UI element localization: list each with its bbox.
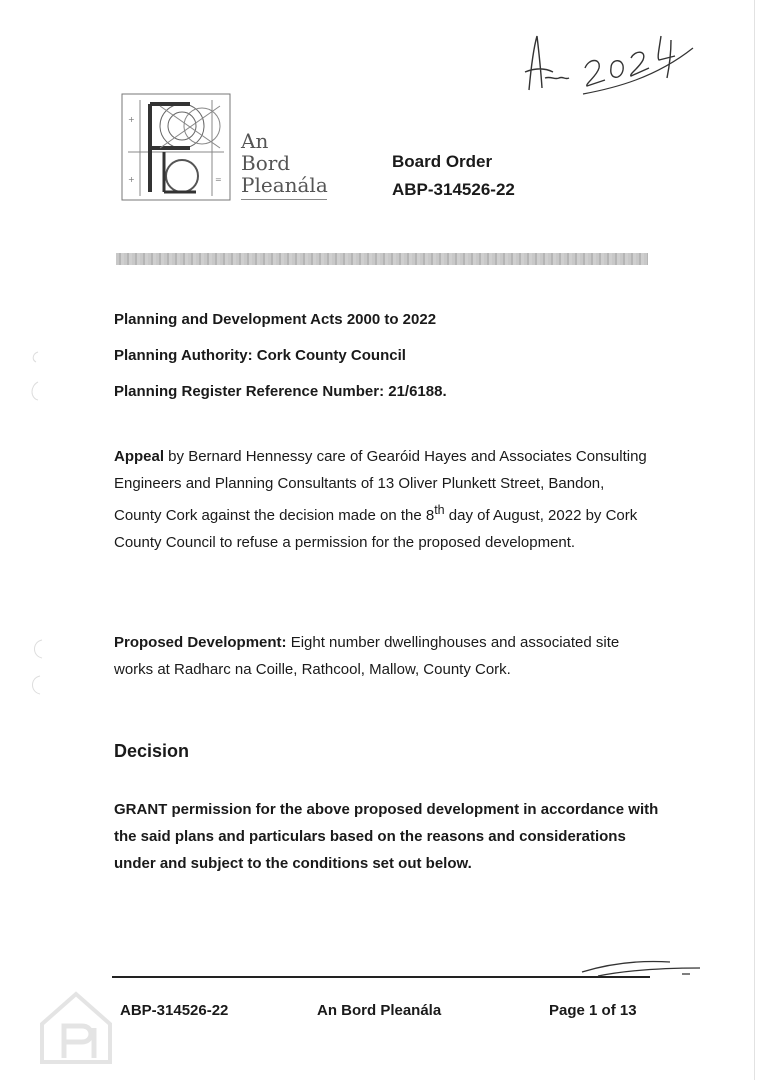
an-bord-pleanala-logo: [120, 92, 232, 202]
proposed-development-label: Proposed Development:: [114, 634, 287, 651]
logo-line-pleanala: Pleanála: [241, 173, 328, 197]
svg-text:+: +: [128, 175, 135, 184]
register-reference-line: Planning Register Reference Number: 21/6188.: [114, 383, 447, 400]
header-divider-bar: [116, 253, 648, 265]
watermark-house-icon: [34, 984, 118, 1068]
footer-rule: [112, 976, 650, 978]
appeal-text-part2: day of August, 2022 by Cork County Council to refuse a permission for the proposed development.: [114, 507, 638, 551]
footer-reference: ABP-314526-22: [120, 1002, 229, 1019]
board-order-label: Board Order: [392, 152, 493, 171]
grant-decision-text: GRANT permission for the above proposed development in accordance with the said plans and particulars based on the reasons and considerations under and subject to the conditions set out below.: [114, 801, 659, 872]
board-order-reference: ABP-314526-22: [392, 180, 515, 199]
decision-heading: Decision: [114, 741, 190, 761]
logo-line-an: An: [241, 129, 269, 153]
proposed-development-text: Eight number dwellinghouses and associated site works at Radharc na Coille, Rathcool, Mallow, County Cork.: [114, 634, 620, 678]
appeal-paragraph: [114, 443, 654, 556]
logo-underline: [241, 199, 327, 200]
appeal-ordinal-suffix: th: [434, 503, 445, 517]
proposed-development-paragraph: [114, 629, 654, 683]
logo-line-bord: Bord: [241, 151, 291, 175]
acts-line: Planning and Development Acts 2000 to 2022: [114, 311, 437, 328]
svg-text:+: +: [128, 115, 135, 124]
appeal-label: Appeal: [114, 448, 165, 465]
margin-punch-marks: [24, 340, 54, 700]
logo-wordmark: [241, 130, 328, 196]
svg-text:=: =: [215, 175, 222, 184]
handwritten-annotation: [515, 28, 705, 108]
page-edge-line: [754, 0, 755, 1080]
footer-organisation: An Bord Pleanála: [317, 1002, 442, 1019]
footer-page-number: Page 1 of 13: [549, 1002, 637, 1019]
planning-acts-block: [114, 310, 447, 418]
planning-authority-line: Planning Authority: Cork County Council: [114, 347, 406, 364]
initials-scribble: [578, 952, 703, 980]
board-order-block: [392, 148, 515, 204]
appeal-text-part1: by Bernard Hennessy care of Gearóid Hayes and Associates Consulting Engineers and Planning Consultants of 13 Oliver Plunkett Street, Bandon, County Cork against the decision made on the 8: [114, 448, 647, 524]
